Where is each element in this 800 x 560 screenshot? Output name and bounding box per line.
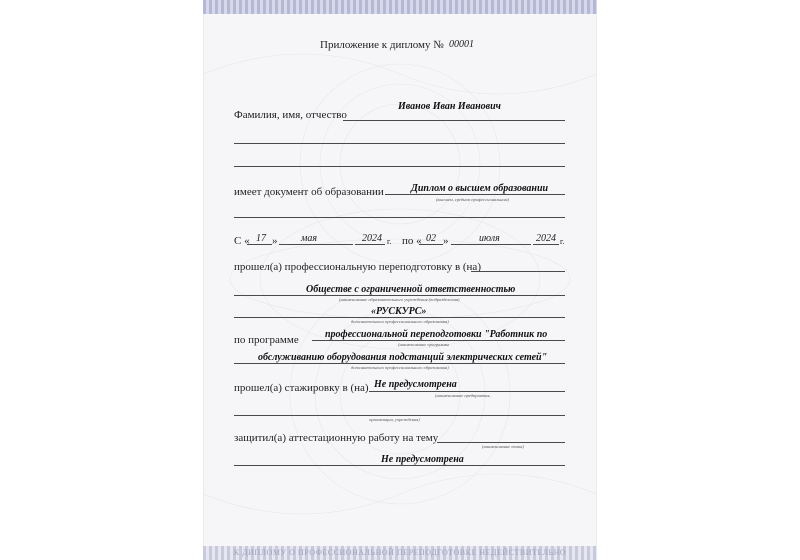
thesis-line-2 [234, 465, 565, 466]
period-to-prefix: по « [402, 235, 422, 247]
internship-label: прошел(а) стажировку в (на) [234, 382, 369, 394]
bottom-security-band: К ДИПЛОМУ О ПРОФЕССИОНАЛЬНОЙ ПЕРЕПОДГОТОВКЕ НЕДЕЙСТВИТЕЛЬНО [203, 546, 597, 560]
from-month-line [279, 244, 353, 245]
training-label: прошел(а) профессиональную переподготовку в (на) [234, 261, 481, 273]
program-line2: обслуживанию оборудования подстанций электрических сетей" [258, 352, 548, 363]
training-org-line1: Обществе с ограниченной ответственностью [306, 284, 516, 295]
to-year-line [533, 244, 559, 245]
document-label: имеет документ об образовании [234, 186, 384, 198]
thesis-label: защитил(а) аттестационную работу на тему [234, 432, 439, 444]
program-line-1 [312, 340, 565, 341]
period-to-year-suffix: г. [560, 237, 565, 246]
period-from-quote: » [272, 235, 278, 247]
org-line-2 [234, 317, 565, 318]
training-org-line2: «РУСКУРС» [371, 306, 427, 317]
program-line1: профессиональной переподготовки "Работник по [325, 329, 548, 340]
to-month-line [451, 244, 531, 245]
training-line [471, 271, 565, 272]
blank-line-3 [234, 217, 565, 218]
program-line-2 [234, 363, 565, 364]
program-hint2: дополнительного профессионального образования) [351, 365, 449, 370]
from-day-line [247, 244, 272, 245]
fio-value: Иванов Иван Иванович [398, 101, 501, 112]
document-line [385, 194, 565, 195]
document-hint: (высшем, среднем профессиональном) [436, 197, 509, 202]
fio-label: Фамилия, имя, отчество [234, 109, 347, 121]
internship-value: Не предусмотрена [374, 379, 457, 390]
period-to-quote: » [443, 235, 449, 247]
period-to-day: 02 [426, 233, 436, 244]
blank-line-2 [234, 166, 565, 167]
top-security-band [203, 0, 597, 14]
internship-hint1: (наименование предприятия, [435, 393, 491, 398]
period-from-year-suffix: г. [387, 237, 392, 246]
period-from-month: мая [301, 233, 318, 244]
period-to-year: 2024 [536, 233, 556, 244]
document-value: Диплом о высшем образовании [411, 183, 549, 194]
background-guilloche-pattern [203, 14, 597, 546]
from-year-line [355, 244, 385, 245]
period-to-month: июля [479, 233, 500, 244]
diploma-number: 00001 [449, 39, 474, 50]
period-from-year: 2024 [362, 233, 382, 244]
fio-line [343, 120, 565, 121]
internship-line [369, 391, 565, 392]
internship-line-2 [234, 415, 565, 416]
program-label: по программе [234, 334, 299, 346]
thesis-line [437, 442, 565, 443]
thesis-value: Не предусмотрена [381, 454, 464, 465]
thesis-hint: (наименование темы) [482, 444, 524, 449]
to-day-line [419, 244, 443, 245]
period-from-prefix: С « [234, 235, 250, 247]
org-line-1 [234, 295, 565, 296]
header-title: Приложение к диплому № [320, 39, 444, 51]
internship-hint2: организации, учреждения) [369, 417, 420, 422]
program-hint1: (наименование программы [398, 342, 450, 347]
training-org-hint1: (наименование образовательного учреждения (подразделения) [339, 297, 460, 302]
blank-line-1 [234, 143, 565, 144]
period-from-day: 17 [256, 233, 266, 244]
diploma-supplement-page [203, 0, 597, 560]
training-org-hint2: дополнительного профессионального образования) [351, 319, 449, 324]
